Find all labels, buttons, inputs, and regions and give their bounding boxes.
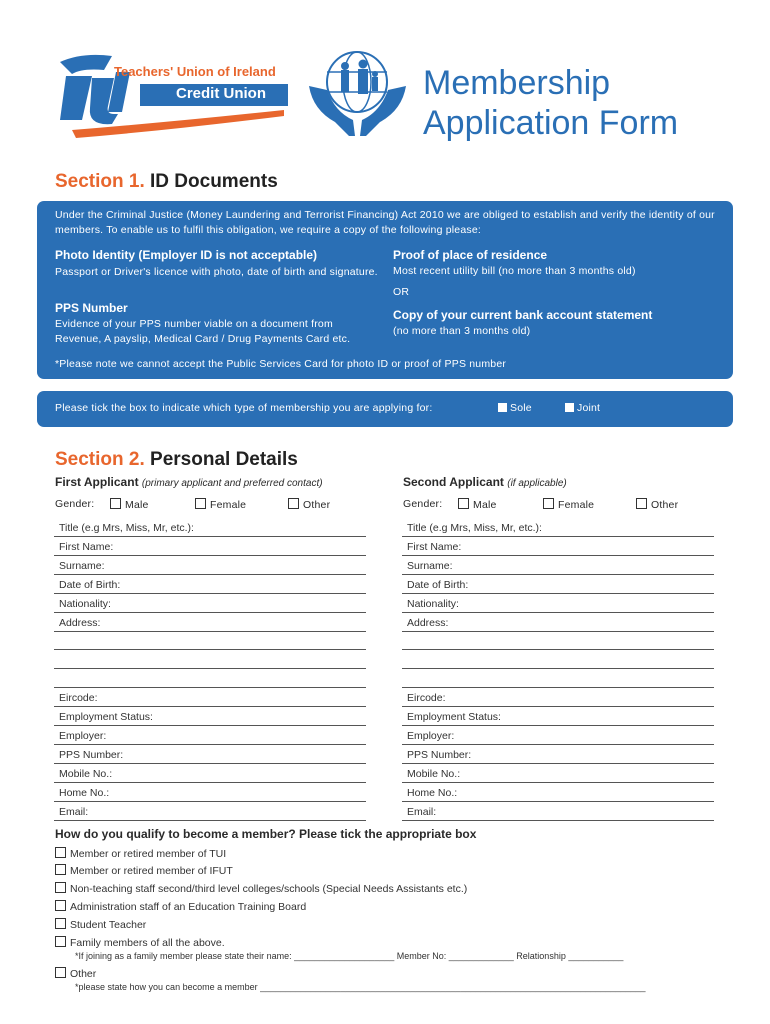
second-surname-field[interactable]: Surname: (402, 557, 714, 575)
female-label: Female (210, 499, 247, 511)
second-female-option[interactable] (543, 498, 594, 511)
hands-globe-icon (305, 50, 410, 142)
second-eircode-field[interactable]: Eircode: (402, 689, 714, 707)
male-checkbox[interactable] (110, 498, 121, 509)
first-title-field[interactable]: Title (e.g Mrs, Miss, Mr, etc.): (54, 519, 366, 537)
joint-label: Joint (577, 402, 601, 414)
gender-label: Gender: (55, 498, 95, 510)
qualify-label: Student Teacher (70, 919, 147, 931)
bank-statement-title: Copy of your current bank account statement (393, 308, 653, 322)
first-applicant-note: (primary applicant and preferred contact) (141, 478, 323, 489)
logo-line1: Teachers' Union of Ireland (114, 64, 276, 79)
first-dob-field[interactable]: Date of Birth: (54, 576, 366, 594)
form-title-line1: Membership (423, 64, 611, 102)
second-employment-field[interactable]: Employment Status: (402, 708, 714, 726)
first-address-field[interactable]: Address: (54, 614, 366, 632)
section1-number: Section 1. (55, 171, 145, 192)
first-address-line4[interactable] (54, 687, 366, 688)
male-label: Male (125, 499, 149, 511)
second-applicant-label: Second Applicant (403, 475, 504, 489)
qualify-label: Family members of all the above. (70, 937, 225, 949)
second-title-field[interactable]: Title (e.g Mrs, Miss, Mr, etc.): (402, 519, 714, 537)
qualify-label: Administration staff of an Education Training Board (70, 901, 307, 913)
second-firstname-field[interactable]: First Name: (402, 538, 714, 556)
qualify-label: Non-teaching staff second/third level colleges/schools (Special Needs Assistants etc.) (70, 883, 468, 895)
qualify-checkbox[interactable] (55, 936, 66, 947)
section1-intro: Under the Criminal Justice (Money Laundering and Terrorist Financing) Act 2010 we are obliged to establish and verify the identity of our members. To enable us to fulfil this obligation, we require a copy of the following please: (55, 209, 715, 236)
first-applicant-heading (55, 475, 323, 489)
qualify-option-tui[interactable] (55, 847, 226, 860)
second-pps-field[interactable]: PPS Number: (402, 746, 714, 764)
first-employment-field[interactable]: Employment Status: (54, 708, 366, 726)
second-email-field[interactable]: Email: (402, 803, 714, 821)
qualify-option-family[interactable] (55, 936, 225, 949)
female-label: Female (558, 499, 595, 511)
second-male-option[interactable] (458, 498, 497, 511)
male-label: Male (473, 499, 497, 511)
logo-line2: Credit Union (176, 85, 266, 102)
female-checkbox[interactable] (543, 498, 554, 509)
section2-title: Personal Details (150, 449, 298, 470)
qualify-option-non-teaching[interactable] (55, 882, 467, 895)
other-label: Other (303, 499, 331, 511)
sole-label: Sole (510, 402, 532, 414)
second-nationality-field[interactable]: Nationality: (402, 595, 714, 613)
proof-residence-title: Proof of place of residence (393, 248, 548, 262)
family-member-note[interactable]: *If joining as a family member please state their name: ____________________ Member No: _____________ Relationship ___________ (75, 951, 624, 961)
photo-id-desc: Passport or Driver's licence with photo, date of birth and signature. (55, 266, 378, 278)
qualify-label: Member or retired member of IFUT (70, 865, 233, 877)
qualify-option-admin[interactable] (55, 900, 306, 913)
first-gender-row (55, 498, 375, 510)
second-applicant-heading (403, 475, 567, 489)
first-firstname-field[interactable]: First Name: (54, 538, 366, 556)
qualify-label: Other (70, 968, 97, 980)
qualify-checkbox[interactable] (55, 900, 66, 911)
first-surname-field[interactable]: Surname: (54, 557, 366, 575)
first-home-field[interactable]: Home No.: (54, 784, 366, 802)
qualify-option-student[interactable] (55, 918, 146, 931)
section2-number: Section 2. (55, 449, 145, 470)
other-member-note[interactable]: *please state how you can become a member _____________________________________________________________________________ (75, 982, 646, 992)
first-employer-field[interactable]: Employer: (54, 727, 366, 745)
sole-checkbox[interactable] (498, 403, 507, 412)
qualify-option-ifut[interactable] (55, 864, 233, 877)
joint-option[interactable] (565, 402, 600, 414)
joint-checkbox[interactable] (565, 403, 574, 412)
first-nationality-field[interactable]: Nationality: (54, 595, 366, 613)
form-title-line2: Application Form (423, 104, 679, 142)
second-other-option[interactable] (636, 498, 678, 511)
second-applicant-note: (if applicable) (507, 478, 567, 489)
second-home-field[interactable]: Home No.: (402, 784, 714, 802)
other-checkbox[interactable] (288, 498, 299, 509)
first-address-line2[interactable] (54, 649, 366, 650)
membership-type-panel (37, 391, 733, 427)
first-email-field[interactable]: Email: (54, 803, 366, 821)
other-label: Other (651, 499, 679, 511)
female-checkbox[interactable] (195, 498, 206, 509)
psc-note: *Please note we cannot accept the Public Services Card for photo ID or proof of PPS number (55, 358, 507, 370)
first-pps-field[interactable]: PPS Number: (54, 746, 366, 764)
credit-union-emblem (305, 50, 410, 142)
first-other-option[interactable] (288, 498, 330, 511)
second-address-field[interactable]: Address: (402, 614, 714, 632)
membership-prompt: Please tick the box to indicate which type of membership you are applying for: (55, 402, 433, 414)
second-mobile-field[interactable]: Mobile No.: (402, 765, 714, 783)
section1-heading (55, 171, 278, 193)
sole-option[interactable] (498, 402, 532, 414)
second-address-line4[interactable] (402, 687, 714, 688)
bank-statement-desc: (no more than 3 months old) (393, 325, 531, 337)
gender-label: Gender: (403, 498, 443, 510)
qualify-checkbox[interactable] (55, 882, 66, 893)
qualify-heading: How do you qualify to become a member? Please tick the appropriate box (55, 827, 477, 841)
first-applicant-label: First Applicant (55, 475, 139, 489)
section1-title: ID Documents (150, 171, 278, 192)
first-male-option[interactable] (110, 498, 149, 511)
pps-title: PPS Number (55, 301, 128, 315)
second-address-line3[interactable] (402, 668, 714, 669)
pps-desc: Evidence of your PPS number viable on a document from Revenue, A payslip, Medical Card / Drug Payments Card etc. (55, 318, 351, 345)
first-eircode-field[interactable]: Eircode: (54, 689, 366, 707)
photo-id-title: Photo Identity (Employer ID is not acceptable) (55, 248, 318, 262)
qualify-checkbox[interactable] (55, 918, 66, 929)
qualify-checkbox[interactable] (55, 864, 66, 875)
second-gender-row (403, 498, 723, 510)
tui-logo (52, 50, 292, 140)
other-checkbox[interactable] (636, 498, 647, 509)
first-mobile-field[interactable]: Mobile No.: (54, 765, 366, 783)
section2-heading (55, 449, 298, 471)
second-employer-field[interactable]: Employer: (402, 727, 714, 745)
qualify-checkbox[interactable] (55, 847, 66, 858)
male-checkbox[interactable] (458, 498, 469, 509)
or-label: OR (393, 286, 410, 298)
proof-residence-desc: Most recent utility bill (no more than 3 months old) (393, 265, 636, 277)
first-female-option[interactable] (195, 498, 246, 511)
id-documents-panel (37, 201, 733, 379)
qualify-checkbox[interactable] (55, 967, 66, 978)
qualify-option-other[interactable] (55, 967, 96, 980)
second-dob-field[interactable]: Date of Birth: (402, 576, 714, 594)
first-address-line3[interactable] (54, 668, 366, 669)
second-address-line2[interactable] (402, 649, 714, 650)
qualify-label: Member or retired member of TUI (70, 848, 227, 860)
